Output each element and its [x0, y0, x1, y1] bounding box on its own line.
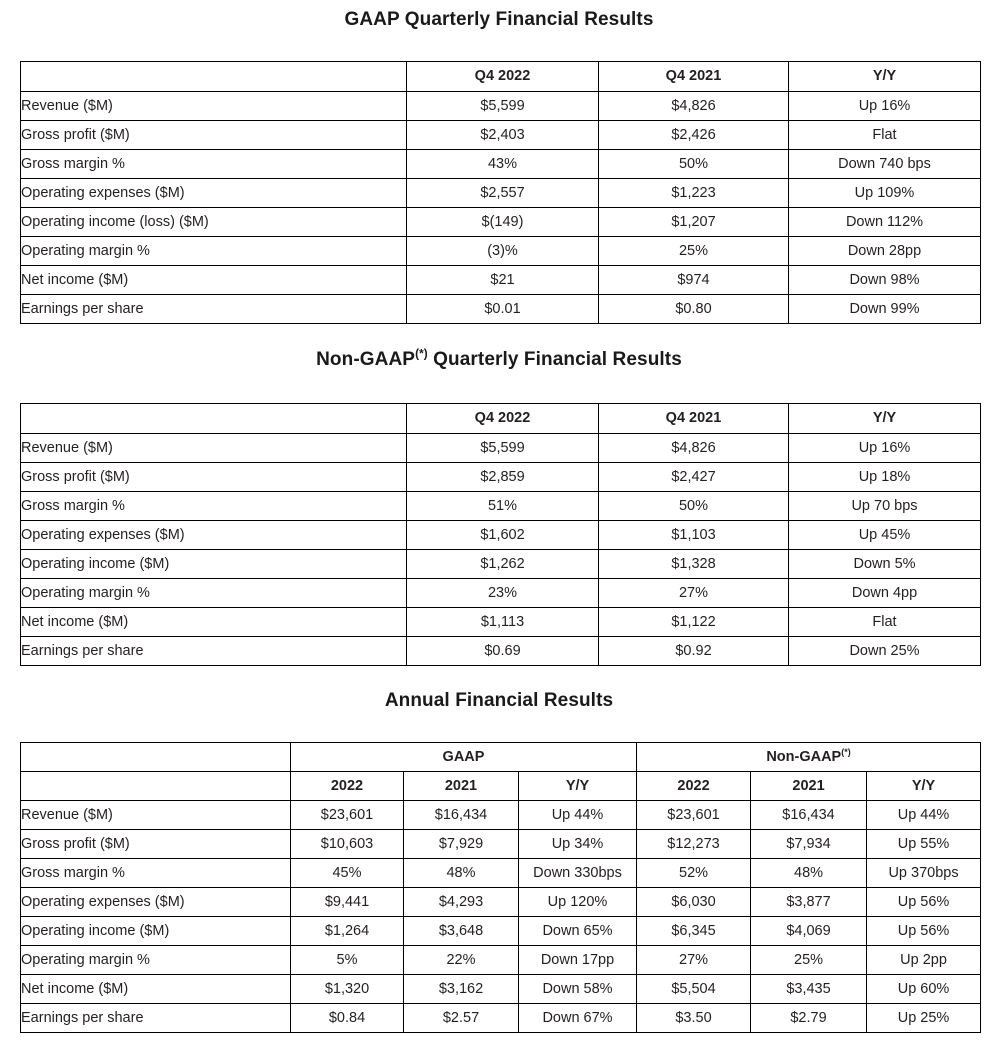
cell-nongaap-2022: $23,601: [637, 801, 751, 830]
cell-gaap-yoy: Down 65%: [519, 917, 637, 946]
table-row: [21, 237, 981, 266]
cell-gaap-yoy: Down 58%: [519, 975, 637, 1004]
cell-prior: $1,223: [599, 179, 789, 208]
column-header-gaap-2021: 2021: [404, 772, 519, 801]
cell-current: $0.69: [407, 637, 599, 666]
column-header-nongaap-2021: 2021: [751, 772, 867, 801]
cell-nongaap-yoy: Up 2pp: [867, 946, 981, 975]
cell-yoy: Down 4pp: [789, 579, 981, 608]
cell-nongaap-2021: $3,435: [751, 975, 867, 1004]
cell-current: $2,859: [407, 463, 599, 492]
table-header-row: [21, 62, 981, 92]
cell-nongaap-2021: $7,934: [751, 830, 867, 859]
row-label: Net income ($M): [21, 608, 407, 637]
cell-prior: $0.92: [599, 637, 789, 666]
nongaap-quarterly-title: [0, 347, 998, 370]
cell-nongaap-2022: 52%: [637, 859, 751, 888]
cell-prior: $4,826: [599, 92, 789, 121]
cell-yoy: Down 98%: [789, 266, 981, 295]
cell-gaap-yoy: Down 67%: [519, 1004, 637, 1033]
cell-yoy: Up 109%: [789, 179, 981, 208]
column-header-metric: [21, 404, 407, 434]
column-header-nongaap-2022: 2022: [637, 772, 751, 801]
row-label: Operating income (loss) ($M): [21, 208, 407, 237]
cell-current: $2,557: [407, 179, 599, 208]
table-row: [21, 579, 981, 608]
table-row: [21, 917, 981, 946]
table-row: [21, 179, 981, 208]
cell-yoy: Up 70 bps: [789, 492, 981, 521]
group-header-gaap: GAAP: [291, 743, 637, 772]
column-header-metric: [21, 62, 407, 92]
group-header-nongaap-footnote-marker: (*): [841, 747, 851, 758]
nongaap-quarterly-title-main: Non-GAAP: [316, 349, 416, 370]
table-row: [21, 266, 981, 295]
row-label: Revenue ($M): [21, 92, 407, 121]
table-row: [21, 208, 981, 237]
nongaap-quarterly-title-rest: Quarterly Financial Results: [427, 349, 682, 370]
cell-current: $21: [407, 266, 599, 295]
cell-gaap-2022: $10,603: [291, 830, 404, 859]
row-label: Net income ($M): [21, 975, 291, 1004]
cell-nongaap-yoy: Up 370bps: [867, 859, 981, 888]
cell-gaap-2022: 45%: [291, 859, 404, 888]
table-group-header-row: [21, 743, 981, 772]
row-label: Gross profit ($M): [21, 830, 291, 859]
table-row: [21, 801, 981, 830]
cell-nongaap-2021: 48%: [751, 859, 867, 888]
cell-gaap-2022: $1,264: [291, 917, 404, 946]
row-label: Gross profit ($M): [21, 463, 407, 492]
cell-current: 51%: [407, 492, 599, 521]
row-label: Gross profit ($M): [21, 121, 407, 150]
cell-current: $2,403: [407, 121, 599, 150]
table-header-row: [21, 404, 981, 434]
row-label: Earnings per share: [21, 1004, 291, 1033]
cell-current: $0.01: [407, 295, 599, 324]
table-row: [21, 637, 981, 666]
column-header-metric: [21, 743, 291, 772]
cell-nongaap-2021: $2.79: [751, 1004, 867, 1033]
table-row: [21, 550, 981, 579]
table-row: [21, 1004, 981, 1033]
cell-gaap-yoy: Up 34%: [519, 830, 637, 859]
column-header-yy: Y/Y: [789, 62, 981, 92]
cell-gaap-2022: 5%: [291, 946, 404, 975]
cell-gaap-2021: 22%: [404, 946, 519, 975]
table-row: [21, 859, 981, 888]
row-label: Operating expenses ($M): [21, 521, 407, 550]
column-header-q4-2021: Q4 2021: [599, 62, 789, 92]
cell-gaap-2022: $23,601: [291, 801, 404, 830]
cell-prior: 50%: [599, 492, 789, 521]
cell-current: 23%: [407, 579, 599, 608]
cell-current: $1,113: [407, 608, 599, 637]
cell-current: $(149): [407, 208, 599, 237]
cell-yoy: Down 5%: [789, 550, 981, 579]
cell-yoy: Up 16%: [789, 92, 981, 121]
cell-nongaap-yoy: Up 25%: [867, 1004, 981, 1033]
cell-gaap-2022: $0.84: [291, 1004, 404, 1033]
row-label: Operating margin %: [21, 946, 291, 975]
cell-nongaap-2022: $3.50: [637, 1004, 751, 1033]
row-label: Gross margin %: [21, 150, 407, 179]
cell-gaap-2021: $2.57: [404, 1004, 519, 1033]
row-label: Operating income ($M): [21, 917, 291, 946]
cell-yoy: Down 112%: [789, 208, 981, 237]
row-label: Earnings per share: [21, 637, 407, 666]
cell-gaap-yoy: Down 17pp: [519, 946, 637, 975]
cell-gaap-2022: $1,320: [291, 975, 404, 1004]
table-row: [21, 830, 981, 859]
table-row: [21, 150, 981, 179]
cell-nongaap-yoy: Up 44%: [867, 801, 981, 830]
table-row: [21, 608, 981, 637]
cell-yoy: Down 740 bps: [789, 150, 981, 179]
cell-gaap-2022: $9,441: [291, 888, 404, 917]
cell-nongaap-yoy: Up 60%: [867, 975, 981, 1004]
table-row: [21, 463, 981, 492]
cell-yoy: Flat: [789, 121, 981, 150]
column-header-metric-sub: [21, 772, 291, 801]
row-label: Operating income ($M): [21, 550, 407, 579]
nongaap-quarterly-table: [20, 403, 981, 666]
cell-nongaap-2021: $3,877: [751, 888, 867, 917]
cell-gaap-2021: $3,162: [404, 975, 519, 1004]
table-row: [21, 121, 981, 150]
table-row: [21, 888, 981, 917]
cell-gaap-2021: $7,929: [404, 830, 519, 859]
table-row: [21, 975, 981, 1004]
row-label: Operating expenses ($M): [21, 888, 291, 917]
cell-prior: $4,826: [599, 434, 789, 463]
cell-yoy: Flat: [789, 608, 981, 637]
cell-prior: 27%: [599, 579, 789, 608]
cell-nongaap-2021: $4,069: [751, 917, 867, 946]
table-row: [21, 492, 981, 521]
cell-yoy: Up 45%: [789, 521, 981, 550]
cell-prior: 25%: [599, 237, 789, 266]
column-header-q4-2022: Q4 2022: [407, 62, 599, 92]
cell-yoy: Up 16%: [789, 434, 981, 463]
cell-prior: $2,427: [599, 463, 789, 492]
cell-prior: 50%: [599, 150, 789, 179]
table-row: [21, 946, 981, 975]
cell-prior: $2,426: [599, 121, 789, 150]
group-header-nongaap-label: Non-GAAP: [766, 749, 842, 765]
cell-gaap-2021: $3,648: [404, 917, 519, 946]
row-label: Operating margin %: [21, 237, 407, 266]
cell-nongaap-2021: 25%: [751, 946, 867, 975]
cell-nongaap-2022: $6,345: [637, 917, 751, 946]
cell-nongaap-yoy: Up 55%: [867, 830, 981, 859]
cell-yoy: Down 25%: [789, 637, 981, 666]
column-header-gaap-yy: Y/Y: [519, 772, 637, 801]
row-label: Gross margin %: [21, 492, 407, 521]
column-header-gaap-2022: 2022: [291, 772, 404, 801]
cell-nongaap-2022: $6,030: [637, 888, 751, 917]
cell-prior: $0.80: [599, 295, 789, 324]
cell-nongaap-yoy: Up 56%: [867, 888, 981, 917]
cell-prior: $974: [599, 266, 789, 295]
cell-current: 43%: [407, 150, 599, 179]
cell-gaap-2021: $16,434: [404, 801, 519, 830]
cell-gaap-yoy: Down 330bps: [519, 859, 637, 888]
cell-current: $5,599: [407, 92, 599, 121]
cell-prior: $1,103: [599, 521, 789, 550]
table-row: [21, 521, 981, 550]
annual-results-table: [20, 742, 981, 1033]
cell-prior: $1,328: [599, 550, 789, 579]
cell-current: $1,602: [407, 521, 599, 550]
row-label: Earnings per share: [21, 295, 407, 324]
row-label: Gross margin %: [21, 859, 291, 888]
cell-nongaap-2022: $12,273: [637, 830, 751, 859]
column-header-nongaap-yy: Y/Y: [867, 772, 981, 801]
nongaap-quarterly-title-footnote-marker: (*): [415, 347, 428, 361]
cell-gaap-yoy: Up 120%: [519, 888, 637, 917]
group-header-nongaap: [637, 743, 981, 772]
table-row: [21, 295, 981, 324]
cell-nongaap-2022: 27%: [637, 946, 751, 975]
cell-yoy: Down 28pp: [789, 237, 981, 266]
gaap-quarterly-table: [20, 61, 981, 324]
table-header-row: [21, 772, 981, 801]
column-header-q4-2022: Q4 2022: [407, 404, 599, 434]
table-row: [21, 434, 981, 463]
cell-prior: $1,207: [599, 208, 789, 237]
cell-prior: $1,122: [599, 608, 789, 637]
cell-nongaap-2021: $16,434: [751, 801, 867, 830]
row-label: Revenue ($M): [21, 801, 291, 830]
annual-title: Annual Financial Results: [384, 690, 614, 711]
cell-yoy: Down 99%: [789, 295, 981, 324]
row-label: Net income ($M): [21, 266, 407, 295]
row-label: Operating expenses ($M): [21, 179, 407, 208]
row-label: Operating margin %: [21, 579, 407, 608]
column-header-q4-2021: Q4 2021: [599, 404, 789, 434]
cell-current: $5,599: [407, 434, 599, 463]
cell-nongaap-yoy: Up 56%: [867, 917, 981, 946]
cell-gaap-2021: 48%: [404, 859, 519, 888]
cell-gaap-yoy: Up 44%: [519, 801, 637, 830]
cell-current: $1,262: [407, 550, 599, 579]
gaap-quarterly-title: GAAP Quarterly Financial Results: [344, 9, 654, 30]
column-header-yy: Y/Y: [789, 404, 981, 434]
cell-yoy: Up 18%: [789, 463, 981, 492]
row-label: Revenue ($M): [21, 434, 407, 463]
cell-current: (3)%: [407, 237, 599, 266]
cell-nongaap-2022: $5,504: [637, 975, 751, 1004]
table-row: [21, 92, 981, 121]
cell-gaap-2021: $4,293: [404, 888, 519, 917]
